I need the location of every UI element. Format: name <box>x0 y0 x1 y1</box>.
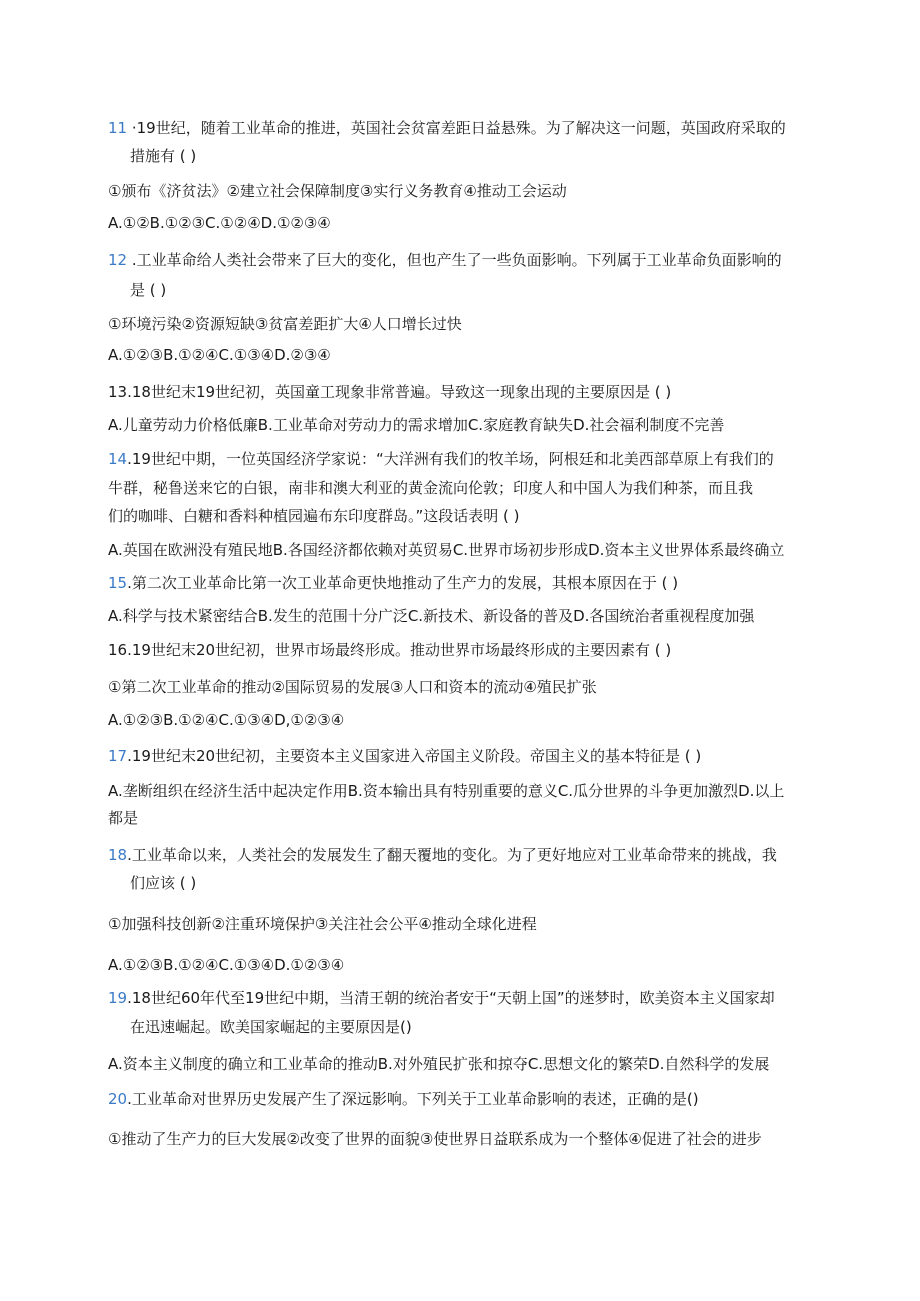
question-14-stem: 14.19世纪中期，一位英国经济学家说：“大洋洲有我们的牧羊场，阿根廷和北美西部草原上有我们的 <box>108 450 774 468</box>
question-12-items: ①环境污染②资源短缺③贫富差距扩大④人口增长过快 <box>108 315 462 333</box>
question-19-options: A.资本主义制度的确立和工业革命的推动B.对外殖民扩张和掠夺C.思想文化的繁荣D.自然科学的发展 <box>108 1055 770 1073</box>
question-16-stem: 16.19世纪末20世纪初，世界市场最终形成。推动世界市场最终形成的主要因素有 ( ) <box>108 641 672 659</box>
question-11-stem: 11 ·19世纪，随着工业革命的推进，英国社会贫富差距日益悬殊。为了解决这一问题，英国政府采取的 <box>108 119 786 137</box>
question-15-options: A.科学与技术紧密结合B.发生的范围十分广泛C.新技术、新设备的普及D.各国统治者重视程度加强 <box>108 607 755 625</box>
question-17-options: A.垄断组织在经济生活中起决定作用B.资本输出具有特别重要的意义C.瓜分世界的斗争更加激烈D.以上 <box>108 782 785 800</box>
question-18-options: A.①②③B.①②④C.①③④D.①②③④ <box>108 956 345 974</box>
question-20-stem: 20.工业革命对世界历史发展产生了深远影响。下列关于工业革命影响的表述，正确的是() <box>108 1090 699 1108</box>
question-11-options: A.①②B.①②③C.①②④D.①②③④ <box>108 214 331 232</box>
question-14-stem-cont-2: 们的咖啡、白糖和香料种植园遍布东印度群岛。”这段话表明 ( ) <box>108 507 520 525</box>
question-number: 19 <box>108 989 128 1007</box>
question-number: 14 <box>108 450 128 468</box>
question-14-stem-cont-1: 牛群，秘鲁送来它的白银，南非和澳大利亚的黄金流向伦敦；印度人和中国人为我们种茶，而且我 <box>108 479 754 497</box>
question-17-options-cont: 都是 <box>108 809 139 827</box>
question-number: 11 <box>108 119 128 137</box>
question-16-options: A.①②③B.①②④C.①③④D,①②③④ <box>108 711 345 729</box>
question-12-stem: 12 .工业革命给人类社会带来了巨大的变化，但也产生了一些负面影响。下列属于工业革命负面影响的 <box>108 251 782 269</box>
question-11-stem-cont: 措施有 ( ) <box>130 147 197 165</box>
question-15-stem: 15.第二次工业革命比第一次工业革命更快地推动了生产力的发展，其根本原因在于 ( ) <box>108 574 679 592</box>
question-11-items: ①颁布《济贫法》②建立社会保障制度③实行义务教育④推动工会运动 <box>108 182 567 200</box>
question-12-stem-cont: 是 ( ) <box>130 281 167 299</box>
question-number: 20 <box>108 1090 128 1108</box>
question-19-stem-cont: 在迅速崛起。欧美国家崛起的主要原因是() <box>130 1018 412 1036</box>
question-18-items: ①加强科技创新②注重环境保护③关注社会公平④推动全球化进程 <box>108 915 537 933</box>
question-19-stem: 19.18世纪60年代至19世纪中期，当清王朝的统治者安于“天朝上国”的迷梦时，欧美资本主义国家却 <box>108 989 775 1007</box>
question-18-stem-cont: 们应该 ( ) <box>130 874 197 892</box>
question-number: 16 <box>108 641 128 659</box>
question-number: 15 <box>108 574 128 592</box>
question-number: 17 <box>108 747 128 765</box>
question-16-items: ①第二次工业革命的推动②国际贸易的发展③人口和资本的流动④殖民扩张 <box>108 678 597 696</box>
question-13-stem: 13.18世纪末19世纪初，英国童工现象非常普遍。导致这一现象出现的主要原因是 ( ) <box>108 383 672 401</box>
question-12-options: A.①②③B.①②④C.①③④D.②③④ <box>108 346 331 364</box>
question-number: 12 <box>108 251 128 269</box>
question-17-stem: 17.19世纪末20世纪初，主要资本主义国家进入帝国主义阶段。帝国主义的基本特征是 ( ) <box>108 747 702 765</box>
question-14-options: A.英国在欧洲没有殖民地B.各国经济都依赖对英贸易C.世界市场初步形成D.资本主义世界体系最终确立 <box>108 541 785 559</box>
question-13-options: A.儿童劳动力价格低廉B.工业革命对劳动力的需求增加C.家庭教育缺失D.社会福利制度不完善 <box>108 416 725 434</box>
question-number: 18 <box>108 846 128 864</box>
question-20-items: ①推动了生产力的巨大发展②改变了世界的面貌③使世界日益联系成为一个整体④促进了社会的进步 <box>108 1130 762 1148</box>
question-number: 13 <box>108 383 128 401</box>
question-18-stem: 18.工业革命以来，人类社会的发展发生了翻天覆地的变化。为了更好地应对工业革命带来的挑战，我 <box>108 846 777 864</box>
